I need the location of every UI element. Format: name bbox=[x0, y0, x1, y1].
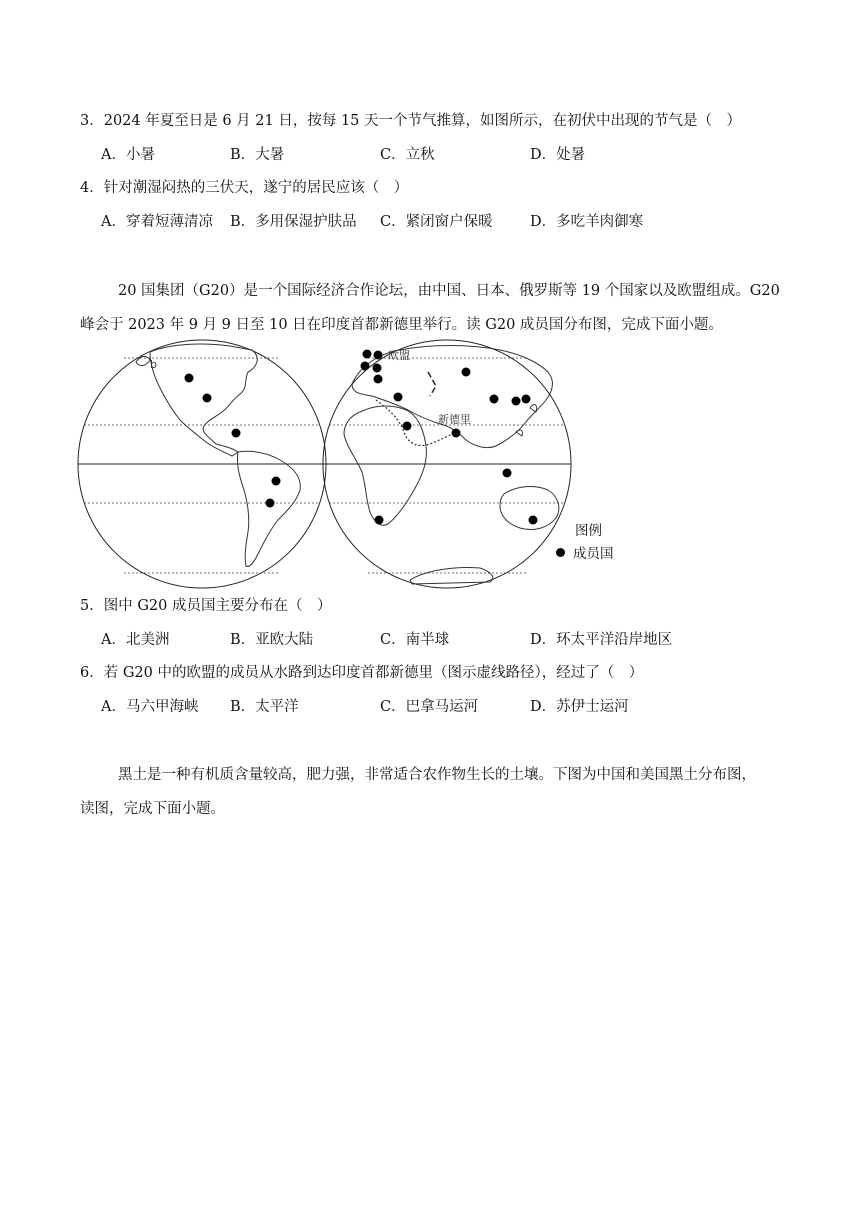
q6-option-b[interactable]: B．太平洋 bbox=[230, 699, 299, 715]
q3-option-b[interactable]: B．大暑 bbox=[230, 147, 285, 163]
legend-title: 图例 bbox=[575, 523, 602, 539]
legend-member-label: 成员国 bbox=[573, 546, 614, 562]
member-dot-mexico bbox=[232, 429, 241, 438]
question-3-stem: 3．2024 年夏至日是 6 月 21 日，按每 15 天一个节气推算，如图所示，在初伏中出现的节气是（ ） bbox=[80, 113, 742, 129]
q5-option-a[interactable]: A．北美洲 bbox=[101, 632, 170, 648]
map-label-eu: 欧盟 bbox=[388, 349, 410, 362]
africa-outline bbox=[344, 406, 426, 525]
member-dot-saudi-arabia bbox=[403, 422, 412, 431]
q4-option-a[interactable]: A．穿着短薄清凉 bbox=[101, 214, 213, 230]
south-america-outline bbox=[237, 451, 300, 566]
legend-dot-icon bbox=[556, 548, 565, 557]
member-dot-usa bbox=[203, 394, 212, 403]
question-6-stem: 6．若 G20 中的欧盟的成员从水路到达印度首都新德里（图示虚线路径），经过了（ ） bbox=[80, 665, 644, 681]
q5-option-c[interactable]: C．南半球 bbox=[380, 632, 450, 648]
q6-option-d[interactable]: D．苏伊士运河 bbox=[530, 699, 629, 715]
member-dot-indonesia bbox=[503, 469, 512, 478]
q3-option-a[interactable]: A．小暑 bbox=[101, 147, 155, 163]
member-dot-argentina bbox=[266, 499, 275, 508]
member-dot-france bbox=[361, 362, 370, 371]
member-dot-australia bbox=[529, 516, 538, 525]
member-dot-japan bbox=[522, 395, 531, 404]
member-dot-russia bbox=[462, 368, 471, 377]
legend-member bbox=[556, 542, 614, 562]
member-dot-brazil bbox=[272, 477, 281, 486]
g20-passage-line-1: 20 国集团（G20）是一个国际经济合作论坛，由中国、日本、俄罗斯等 19 个国家以及欧盟组成。G20 bbox=[118, 283, 780, 299]
g20-passage-line-2: 峰会于 2023 年 9 月 9 日至 10 日在印度首都新德里举行。读 G20 成员国分布图，完成下面小题。 bbox=[80, 317, 723, 333]
map-label-b: b bbox=[150, 358, 157, 371]
q5-option-d[interactable]: D．环太平洋沿岸地区 bbox=[530, 632, 673, 648]
member-dot-south-korea bbox=[512, 397, 521, 406]
member-dot-india bbox=[452, 429, 461, 438]
antarctica-outline bbox=[410, 568, 493, 585]
eurasia-border-dashes bbox=[428, 372, 436, 396]
member-dot-italy bbox=[374, 375, 383, 384]
q4-option-d[interactable]: D．多吃羊肉御寒 bbox=[530, 214, 644, 230]
blacksoil-passage-line-1: 黑土是一种有机质含量较高，肥力强，非常适合农作物生长的土壤。下图为中国和美国黑土分布图， bbox=[118, 767, 756, 783]
q3-option-c[interactable]: C．立秋 bbox=[380, 147, 435, 163]
member-dot-south-africa bbox=[375, 516, 384, 525]
question-4-stem: 4．针对潮湿闷热的三伏天，遂宁的居民应该（ ） bbox=[80, 180, 409, 196]
q3-option-d[interactable]: D．处暑 bbox=[530, 147, 586, 163]
blacksoil-passage-line-2: 读图，完成下面小题。 bbox=[80, 801, 225, 817]
q6-option-c[interactable]: C．巴拿马运河 bbox=[380, 699, 479, 715]
member-dot-uk bbox=[363, 350, 372, 359]
australia-outline bbox=[500, 487, 559, 530]
member-dot-china bbox=[490, 395, 499, 404]
question-5-stem: 5．图中 G20 成员国主要分布在（ ） bbox=[80, 598, 332, 614]
q6-option-a[interactable]: A．马六甲海峡 bbox=[101, 699, 199, 715]
member-dot-germany bbox=[374, 351, 383, 360]
q4-option-c[interactable]: C．紧闭窗户保暖 bbox=[380, 214, 493, 230]
member-dot-turkey bbox=[394, 393, 403, 402]
member-dot-canada bbox=[185, 374, 194, 383]
q5-option-b[interactable]: B．亚欧大陆 bbox=[230, 632, 314, 648]
map-label-new-delhi: 新德里 bbox=[438, 413, 471, 426]
member-dot-eu bbox=[373, 364, 382, 373]
q4-option-b[interactable]: B．多用保湿护肤品 bbox=[230, 214, 357, 230]
